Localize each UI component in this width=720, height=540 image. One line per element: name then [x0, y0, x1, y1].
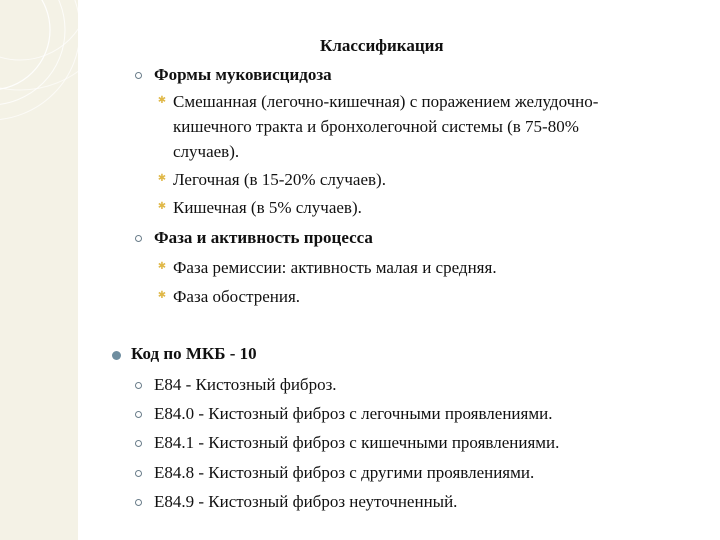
ring-bullet-icon — [135, 72, 142, 79]
ring-bullet-icon — [135, 470, 142, 477]
phase-heading: Фаза и активность процесса — [154, 228, 373, 247]
icd-item: E84.8 - Кистозный фиброз с другими проявлениями. — [154, 463, 535, 482]
forms-mixed-line-1: Смешанная (легочно-кишечная) с поражением желудочно- — [173, 92, 599, 111]
icd-item: E84.0 - Кистозный фиброз с легочными проявлениями. — [154, 404, 553, 423]
forms-mixed-line-2: кишечного тракта и бронхолегочной системы (в 75-80% — [173, 117, 579, 136]
dot-bullet-icon — [112, 351, 121, 360]
ring-bullet-icon — [135, 499, 142, 506]
phase-exacerbation: Фаза обострения. — [173, 287, 301, 306]
icd-heading: Код по МКБ - 10 — [131, 344, 257, 363]
forms-intestinal: Кишечная (в 5% случаев). — [173, 198, 362, 217]
star-bullet-icon: ✱ — [157, 95, 167, 106]
page-title: Классификация — [320, 36, 444, 55]
forms-heading: Формы муковисцидоза — [154, 65, 332, 84]
star-bullet-icon: ✱ — [157, 173, 167, 184]
icd-item: E84.9 - Кистозный фиброз неуточненный. — [154, 492, 458, 511]
star-bullet-icon: ✱ — [157, 201, 167, 212]
icd-item: E84 - Кистозный фиброз. — [154, 375, 337, 394]
ring-bullet-icon — [135, 440, 142, 447]
ring-bullet-icon — [135, 235, 142, 242]
phase-remission: Фаза ремиссии: активность малая и средняя. — [173, 258, 497, 277]
forms-mixed-line-3: случаев). — [173, 142, 240, 161]
ring-bullet-icon — [135, 382, 142, 389]
star-bullet-icon: ✱ — [157, 261, 167, 272]
star-bullet-icon: ✱ — [157, 290, 167, 301]
icd-item: E84.1 - Кистозный фиброз с кишечными проявлениями. — [154, 433, 560, 452]
forms-pulmonary: Легочная (в 15-20% случаев). — [173, 170, 386, 189]
ring-bullet-icon — [135, 411, 142, 418]
